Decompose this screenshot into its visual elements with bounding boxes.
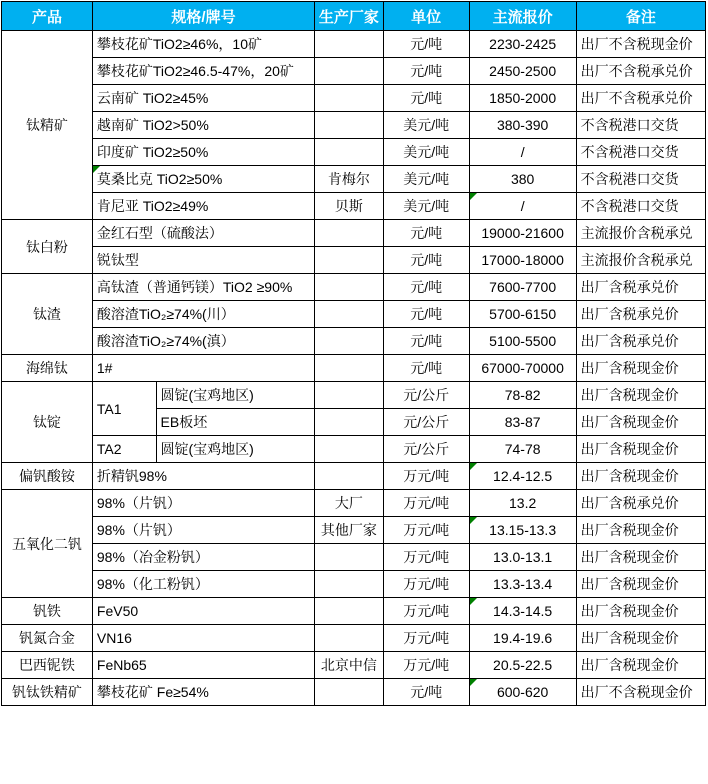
table-row — [2, 31, 706, 58]
cell-note: 不含税港口交货 — [576, 166, 705, 193]
cell-note: 出厂含税现金价 — [576, 598, 705, 625]
cell-form: EB板坯 — [156, 409, 315, 436]
cell-note: 出厂含税承兑价 — [576, 328, 705, 355]
cell-spec: 98%（片钒） — [92, 490, 314, 517]
cell-price-text: 13.15-13.3 — [489, 522, 557, 538]
cell-producer: 肯梅尔 — [315, 166, 384, 193]
cell-note: 出厂含税现金价 — [576, 436, 705, 463]
green-corner-flag-icon — [470, 463, 477, 470]
cell-unit: 元/吨 — [383, 679, 469, 706]
cell-unit: 元/吨 — [383, 355, 469, 382]
table-row — [2, 436, 706, 463]
cell-grade: TA1 — [92, 382, 156, 436]
cell-note: 主流报价含税承兑 — [576, 220, 705, 247]
table-row — [2, 652, 706, 679]
cell-product: 偏钒酸铵 — [2, 463, 93, 490]
green-corner-flag-icon — [470, 193, 477, 200]
cell-unit: 元/吨 — [383, 220, 469, 247]
cell-producer — [315, 58, 384, 85]
cell-producer — [315, 355, 384, 382]
cell-producer: 北京中信 — [315, 652, 384, 679]
cell-price: 7600-7700 — [469, 274, 576, 301]
cell-spec: 98%（片钒） — [92, 517, 314, 544]
cell-unit: 万元/吨 — [383, 652, 469, 679]
col-header-product: 产品 — [2, 2, 93, 31]
cell-note: 出厂含税现金价 — [576, 625, 705, 652]
cell-product: 钒铁 — [2, 598, 93, 625]
cell-producer: 大厂 — [315, 490, 384, 517]
cell-unit: 美元/吨 — [383, 166, 469, 193]
cell-product: 钒钛铁精矿 — [2, 679, 93, 706]
cell-spec: 肯尼亚 TiO2≥49% — [92, 193, 314, 220]
cell-product: 海绵钛 — [2, 355, 93, 382]
table-row — [2, 166, 706, 193]
cell-product: 五氧化二钒 — [2, 490, 93, 598]
table-row — [2, 274, 706, 301]
cell-spec: FeNb65 — [92, 652, 314, 679]
cell-product: 钒氮合金 — [2, 625, 93, 652]
cell-spec: 印度矿 TiO2≥50% — [92, 139, 314, 166]
green-corner-flag-icon — [470, 598, 477, 605]
cell-spec: 攀枝花矿TiO2≥46.5-47%，20矿 — [92, 58, 314, 85]
cell-spec: 酸溶渣TiO₂≥74%(川） — [92, 301, 314, 328]
cell-note: 出厂含税现金价 — [576, 382, 705, 409]
table-row — [2, 193, 706, 220]
cell-form: 圆锭(宝鸡地区) — [156, 436, 315, 463]
cell-producer — [315, 31, 384, 58]
table-row — [2, 355, 706, 382]
cell-producer — [315, 571, 384, 598]
col-header-producer: 生产厂家 — [315, 2, 384, 31]
cell-price — [469, 193, 576, 220]
table-row — [2, 571, 706, 598]
cell-note: 不含税港口交货 — [576, 139, 705, 166]
cell-spec: 越南矿 TiO2>50% — [92, 112, 314, 139]
cell-note: 不含税港口交货 — [576, 193, 705, 220]
cell-product: 钛白粉 — [2, 220, 93, 274]
cell-price: 74-78 — [469, 436, 576, 463]
cell-spec: FeV50 — [92, 598, 314, 625]
table-row — [2, 328, 706, 355]
cell-unit: 元/公斤 — [383, 409, 469, 436]
cell-unit: 元/吨 — [383, 247, 469, 274]
table-row — [2, 58, 706, 85]
cell-producer — [315, 247, 384, 274]
cell-producer: 贝斯 — [315, 193, 384, 220]
cell-spec: 云南矿 TiO2≥45% — [92, 85, 314, 112]
cell-unit: 美元/吨 — [383, 112, 469, 139]
cell-price — [469, 463, 576, 490]
col-header-spec: 规格/牌号 — [92, 2, 314, 31]
cell-price: 380 — [469, 166, 576, 193]
cell-product: 钛锭 — [2, 382, 93, 463]
table-row — [2, 544, 706, 571]
cell-spec — [92, 166, 314, 193]
cell-note: 出厂不含税现金价 — [576, 679, 705, 706]
cell-price: 20.5-22.5 — [469, 652, 576, 679]
cell-price: / — [469, 139, 576, 166]
table-row — [2, 139, 706, 166]
cell-price: 19000-21600 — [469, 220, 576, 247]
cell-spec: 高钛渣（普通钙镁）TiO2 ≥90% — [92, 274, 314, 301]
cell-price-text: 14.3-14.5 — [493, 603, 553, 619]
cell-unit: 万元/吨 — [383, 544, 469, 571]
cell-producer — [315, 409, 384, 436]
cell-price: 1850-2000 — [469, 85, 576, 112]
cell-spec: 金红石型（硫酸法） — [92, 220, 314, 247]
cell-note: 出厂含税现金价 — [576, 463, 705, 490]
cell-price: 67000-70000 — [469, 355, 576, 382]
cell-note: 出厂含税现金价 — [576, 544, 705, 571]
table-row — [2, 490, 706, 517]
cell-price — [469, 598, 576, 625]
cell-spec: 攀枝花矿TiO2≥46%，10矿 — [92, 31, 314, 58]
cell-note: 出厂含税现金价 — [576, 409, 705, 436]
price-table-container — [0, 1, 708, 706]
cell-spec: 折精钒98% — [92, 463, 314, 490]
table-row — [2, 598, 706, 625]
cell-unit: 万元/吨 — [383, 571, 469, 598]
green-corner-flag-icon — [470, 517, 477, 524]
cell-price: 5700-6150 — [469, 301, 576, 328]
cell-spec: 98%（冶金粉钒） — [92, 544, 314, 571]
cell-price — [469, 679, 576, 706]
cell-producer — [315, 328, 384, 355]
cell-price: 5100-5500 — [469, 328, 576, 355]
cell-producer — [315, 544, 384, 571]
table-row — [2, 301, 706, 328]
cell-note: 出厂含税承兑价 — [576, 301, 705, 328]
cell-note: 出厂含税承兑价 — [576, 274, 705, 301]
cell-spec: 攀枝花矿 Fe≥54% — [92, 679, 314, 706]
cell-spec: 98%（化工粉钒） — [92, 571, 314, 598]
col-header-unit: 单位 — [383, 2, 469, 31]
green-corner-flag-icon — [93, 166, 100, 173]
cell-price-text: / — [520, 198, 525, 214]
cell-unit: 万元/吨 — [383, 463, 469, 490]
table-row — [2, 463, 706, 490]
cell-price: 13.0-13.1 — [469, 544, 576, 571]
cell-unit: 元/吨 — [383, 301, 469, 328]
green-corner-flag-icon — [470, 679, 477, 686]
table-row — [2, 382, 706, 409]
table-row — [2, 517, 706, 544]
cell-unit: 元/吨 — [383, 31, 469, 58]
cell-note: 出厂含税现金价 — [576, 652, 705, 679]
table-row — [2, 220, 706, 247]
cell-price: 2450-2500 — [469, 58, 576, 85]
cell-price: 380-390 — [469, 112, 576, 139]
cell-price: 13.3-13.4 — [469, 571, 576, 598]
cell-unit: 美元/吨 — [383, 139, 469, 166]
table-row — [2, 247, 706, 274]
cell-price: 83-87 — [469, 409, 576, 436]
table-row — [2, 112, 706, 139]
cell-form: 圆锭(宝鸡地区) — [156, 382, 315, 409]
table-row — [2, 625, 706, 652]
cell-producer — [315, 301, 384, 328]
cell-producer — [315, 112, 384, 139]
cell-unit: 元/公斤 — [383, 436, 469, 463]
cell-producer — [315, 220, 384, 247]
cell-spec: 锐钛型 — [92, 247, 314, 274]
cell-unit: 万元/吨 — [383, 490, 469, 517]
cell-unit: 万元/吨 — [383, 598, 469, 625]
cell-unit: 元/吨 — [383, 274, 469, 301]
cell-producer — [315, 436, 384, 463]
cell-unit: 元/吨 — [383, 58, 469, 85]
cell-producer — [315, 625, 384, 652]
cell-spec: VN16 — [92, 625, 314, 652]
cell-price: 17000-18000 — [469, 247, 576, 274]
cell-price: 19.4-19.6 — [469, 625, 576, 652]
cell-producer: 其他厂家 — [315, 517, 384, 544]
cell-unit: 元/吨 — [383, 328, 469, 355]
cell-unit: 万元/吨 — [383, 625, 469, 652]
cell-unit: 美元/吨 — [383, 193, 469, 220]
cell-price-text: 600-620 — [496, 684, 549, 700]
cell-note: 出厂含税现金价 — [576, 571, 705, 598]
header-row — [2, 2, 706, 31]
cell-note: 出厂含税现金价 — [576, 355, 705, 382]
cell-note: 出厂不含税承兑价 — [576, 85, 705, 112]
cell-note: 主流报价含税承兑 — [576, 247, 705, 274]
col-header-note: 备注 — [576, 2, 705, 31]
cell-price — [469, 517, 576, 544]
col-header-price: 主流报价 — [469, 2, 576, 31]
cell-note: 出厂含税现金价 — [576, 517, 705, 544]
price-table — [1, 1, 706, 706]
cell-price: 2230-2425 — [469, 31, 576, 58]
cell-spec: 酸溶渣TiO₂≥74%(滇） — [92, 328, 314, 355]
cell-price: 78-82 — [469, 382, 576, 409]
cell-price: 13.2 — [469, 490, 576, 517]
cell-producer — [315, 598, 384, 625]
cell-unit: 万元/吨 — [383, 517, 469, 544]
cell-product: 钛精矿 — [2, 31, 93, 220]
cell-product: 钛渣 — [2, 274, 93, 355]
cell-producer — [315, 139, 384, 166]
cell-producer — [315, 382, 384, 409]
cell-product: 巴西铌铁 — [2, 652, 93, 679]
cell-grade: TA2 — [92, 436, 156, 463]
table-row — [2, 85, 706, 112]
cell-price-text: 12.4-12.5 — [493, 468, 553, 484]
cell-note: 不含税港口交货 — [576, 112, 705, 139]
cell-note: 出厂不含税现金价 — [576, 31, 705, 58]
cell-spec-text: 莫桑比克 TiO2≥50% — [96, 171, 223, 187]
cell-unit: 元/公斤 — [383, 382, 469, 409]
cell-producer — [315, 85, 384, 112]
cell-note: 出厂不含税承兑价 — [576, 58, 705, 85]
table-row — [2, 679, 706, 706]
cell-producer — [315, 679, 384, 706]
cell-producer — [315, 463, 384, 490]
cell-spec: 1# — [92, 355, 314, 382]
cell-note: 出厂含税承兑价 — [576, 490, 705, 517]
cell-producer — [315, 274, 384, 301]
cell-unit: 元/吨 — [383, 85, 469, 112]
